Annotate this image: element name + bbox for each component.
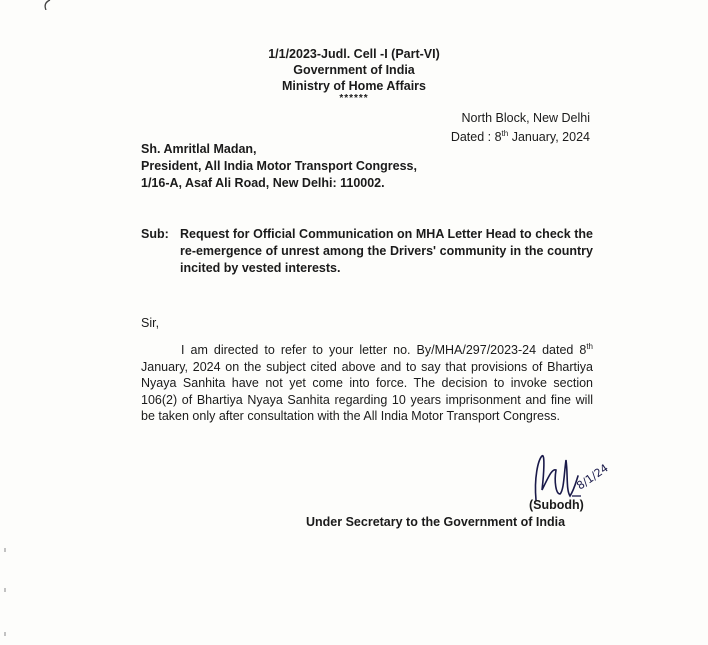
ministry-name: Ministry of Home Affairs <box>281 79 426 93</box>
addressee-title: President, All India Motor Transport Congress, <box>141 159 417 173</box>
letter-date: Dated : 8th January, 2024 <box>450 129 590 145</box>
addressee-address: 1/16-A, Asaf Ali Road, New Delhi: 110002. <box>141 176 385 190</box>
letter-header <box>0 46 708 103</box>
letter-body: I am directed to refer to your letter no. By/MHA/297/2023-24 dated 8th January, 2024 on the subject cited above and to say that provisions of Bhartiya Nyaya Sanhita have not yet come into force. The decision to invoke section 106(2) of Bhartiya Nyaya Sanhita regarding 10 years imprisonment and fine will be taken only after consultation with the All India Motor Transport Congress. <box>141 342 593 424</box>
place-location: North Block, New Delhi <box>461 111 590 125</box>
government-name: Government of India <box>293 63 415 77</box>
subject-block <box>141 226 593 277</box>
corner-mark <box>40 0 52 10</box>
salutation: Sir, <box>141 316 160 330</box>
header-stars: ****** <box>339 93 369 104</box>
addressee-name: Sh. Amritlal Madan, <box>141 142 257 156</box>
signer-designation: Under Secretary to the Government of India <box>306 515 566 529</box>
subject-text: Request for Official Communication on MHA Letter Head to check the re-emergence of unrest among the Drivers' community in the country incited by vested interests. <box>180 227 593 275</box>
edge-mark <box>2 548 8 638</box>
subject-label: Sub: <box>141 227 169 241</box>
svg-text:8/1/24: 8/1/24 <box>574 461 611 493</box>
addressee-block <box>141 141 417 192</box>
place-and-date <box>451 110 590 145</box>
signer-name: (Subodh) <box>529 498 584 512</box>
file-number: 1/1/2023-Judl. Cell -I (Part-VI) <box>268 47 440 61</box>
